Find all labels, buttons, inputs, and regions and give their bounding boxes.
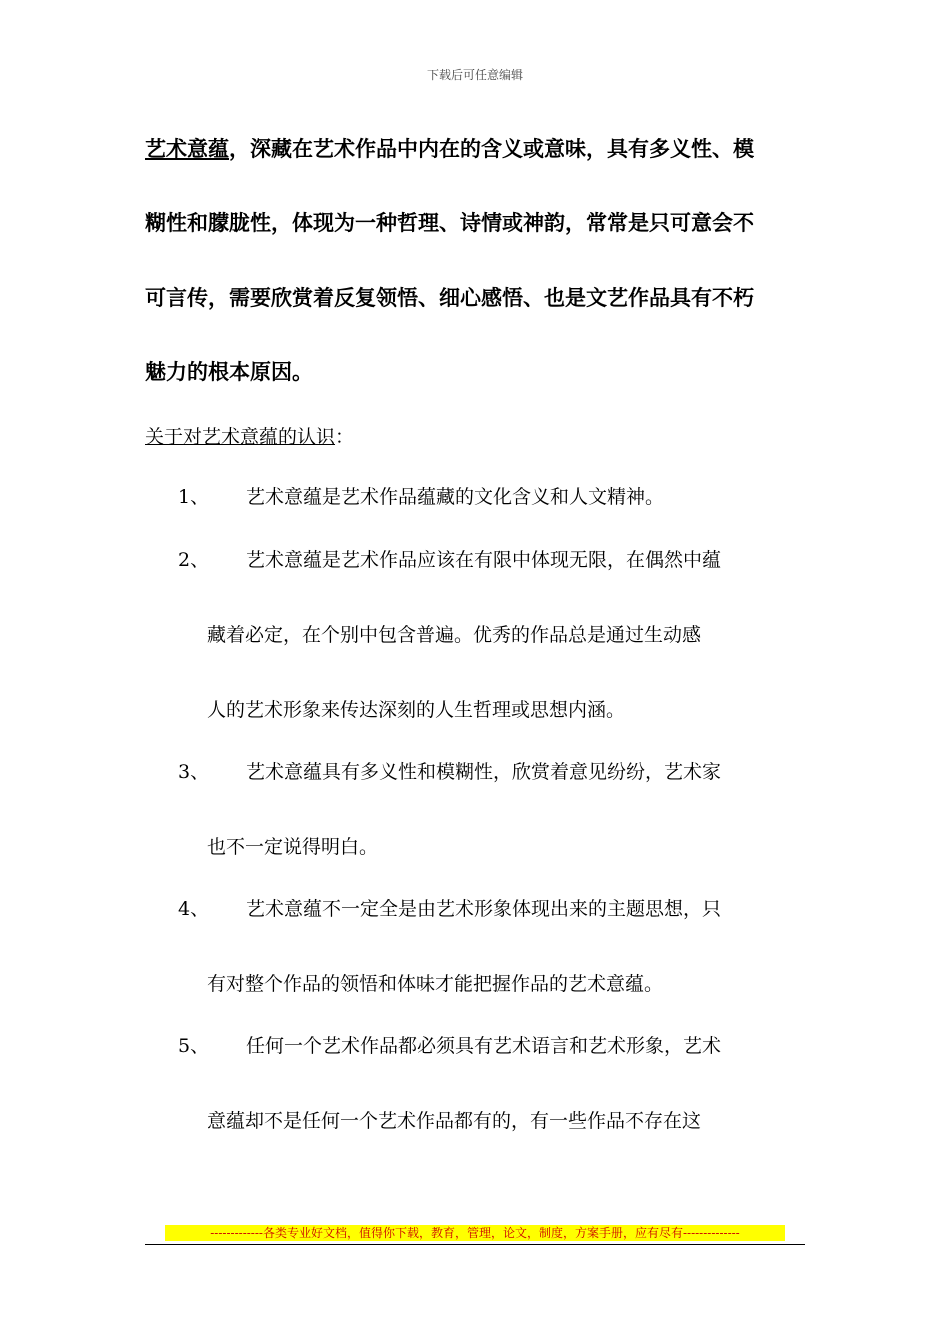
definition-line-4: 魅力的根本原因。: [145, 359, 313, 384]
footer-divider: [145, 1244, 805, 1245]
item-5-line-2: 意蕴却不是任何一个艺术作品都有的，有一些作品不存在这: [207, 1110, 702, 1132]
item-5-number: 5、: [178, 1035, 210, 1057]
footer-banner: -------------各类专业好文档，值得你下载，教育，管理，论文，制度，方案手册，应有尽有--------------: [165, 1225, 785, 1241]
definition-term: 艺术意蕴: [145, 136, 229, 161]
item-3-number: 3、: [178, 761, 210, 783]
item-2-line-1: 艺术意蕴是艺术作品应该在有限中体现无限，在偶然中蕴: [246, 549, 722, 571]
definition-line-2: 糊性和朦胧性，体现为一种哲理、诗情或神韵，常常是只可意会不: [145, 210, 754, 235]
definition-line-3: 可言传，需要欣赏着反复领悟、细心感悟、也是文艺作品具有不朽: [145, 285, 754, 310]
item-1-number: 1、: [178, 486, 210, 508]
definition-line-1: [145, 138, 805, 159]
item-2-line-3: 人的艺术形象来传达深刻的人生哲理或思想内涵。: [207, 699, 626, 721]
definition-line-1-text: ，深藏在艺术作品中内在的含义或意味，具有多义性、模: [229, 136, 754, 161]
subheading: [145, 426, 354, 448]
item-2-line-2: 藏着必定，在个别中包含普遍。优秀的作品总是通过生动感: [207, 624, 702, 646]
item-4-line-2: 有对整个作品的领悟和体味才能把握作品的艺术意蕴。: [207, 973, 664, 995]
subheading-colon: ：: [335, 426, 355, 448]
page-header: 下载后可任意编辑: [426, 68, 523, 82]
item-5-line-1: 任何一个艺术作品都必须具有艺术语言和艺术形象，艺术: [246, 1035, 722, 1057]
item-3-line-1: 艺术意蕴具有多义性和模糊性，欣赏着意见纷纷，艺术家: [246, 761, 722, 783]
item-1-line-1: 艺术意蕴是艺术作品蕴藏的文化含义和人文精神。: [246, 486, 665, 508]
item-4-line-1: 艺术意蕴不一定全是由艺术形象体现出来的主题思想，只: [246, 898, 722, 920]
item-4-number: 4、: [178, 898, 210, 920]
subheading-text: 关于对艺术意蕴的认识: [145, 426, 336, 448]
item-3-line-2: 也不一定说得明白。: [207, 836, 379, 858]
item-2-number: 2、: [178, 549, 210, 571]
